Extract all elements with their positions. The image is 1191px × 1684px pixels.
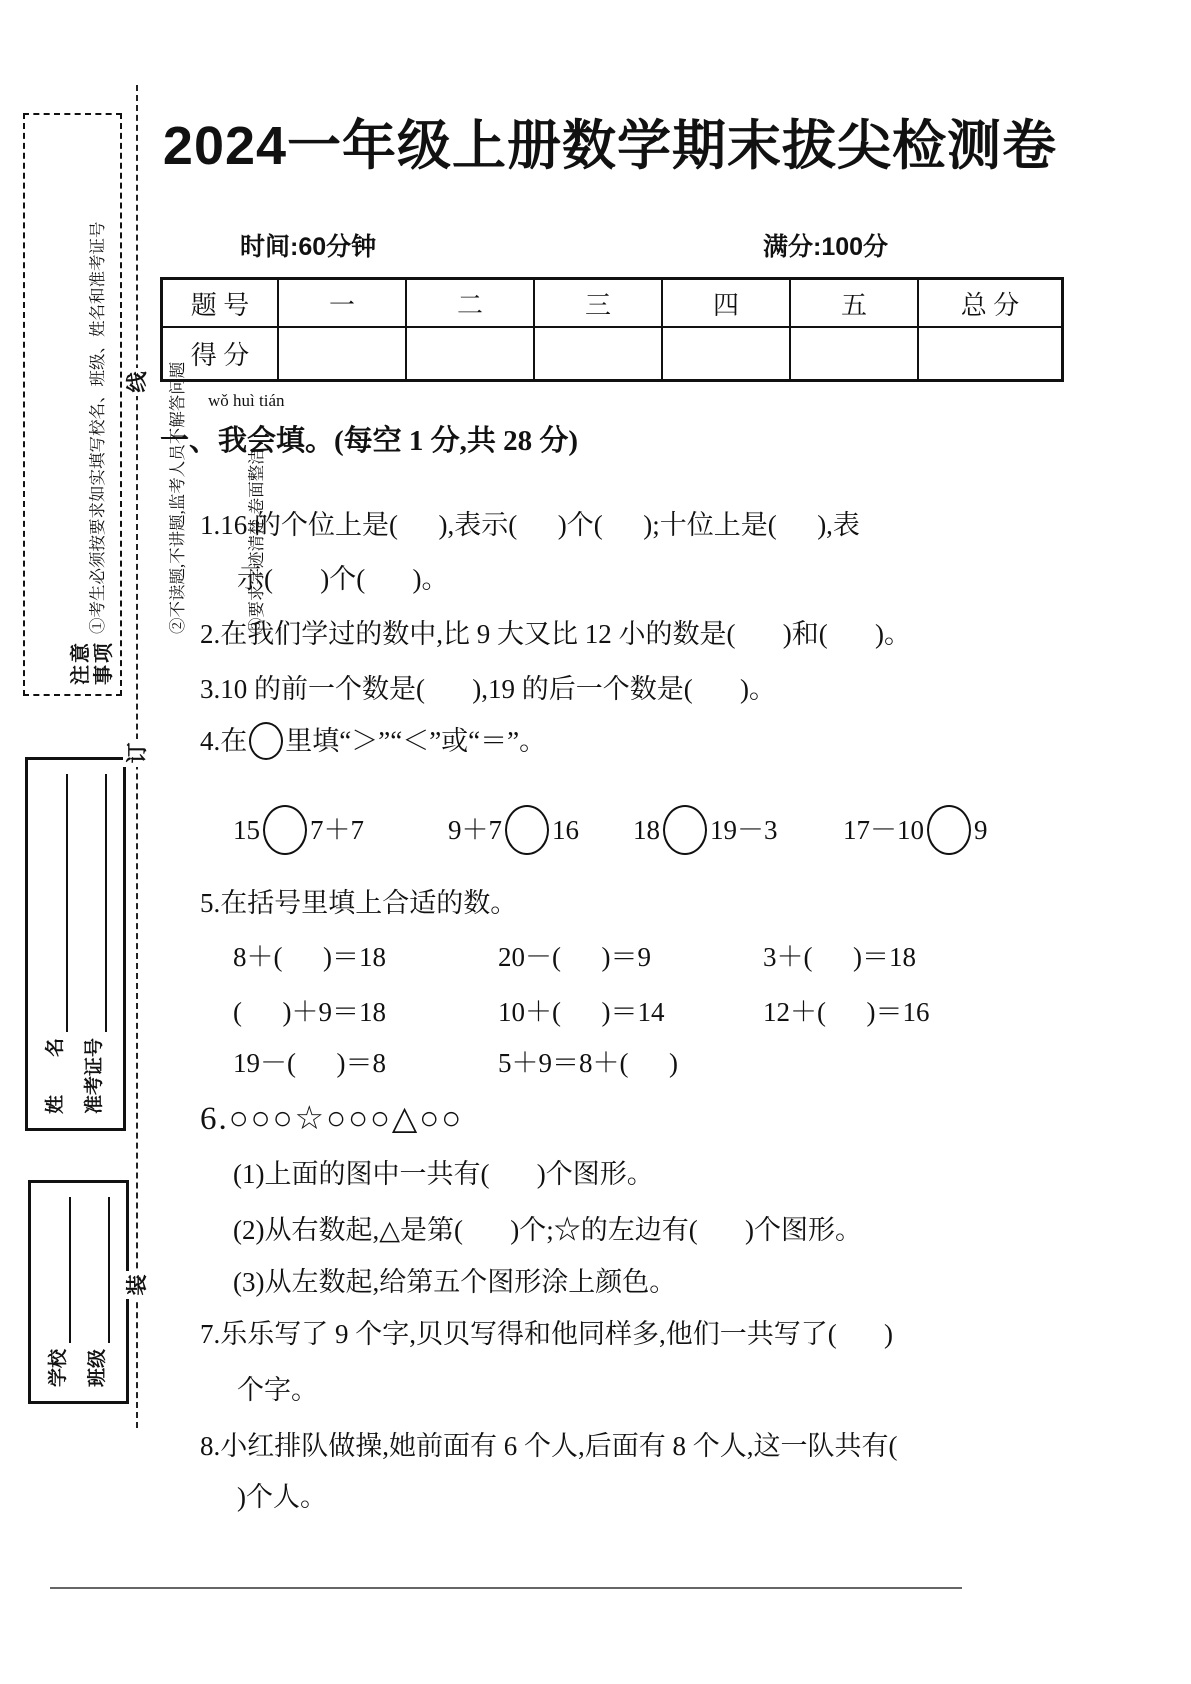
- question-5: 5.在括号里填上合适的数。: [200, 888, 518, 918]
- equation: 20－( )＝9: [498, 942, 651, 972]
- question-8-line1: 8.小红排队做操,她前面有 6 个人,后面有 8 个人,这一队共有(: [200, 1431, 898, 1461]
- compare-item: [448, 805, 633, 855]
- question-7-line2: 个字。: [237, 1375, 318, 1405]
- compare-item: [843, 805, 988, 855]
- question-6-shapes: 6.○○○☆○○○△○○: [200, 1101, 464, 1137]
- question-6-sub1: (1)上面的图中一共有( )个图形。: [233, 1159, 654, 1189]
- compare-left: 18: [633, 815, 660, 845]
- score-table-header-cell: 四: [663, 280, 791, 328]
- notice-item-1: ①考生必须按要求如实填写校名、班级、姓名和准考证号: [88, 221, 107, 634]
- question-5-row3: [233, 1044, 678, 1082]
- notice-item-3: ③要求字迹清楚,卷面整洁: [247, 448, 266, 634]
- time-label: 时间:60分钟: [240, 233, 377, 261]
- question-4-suffix: 里填“＞”“＜”或“＝”。: [285, 726, 547, 756]
- binding-char-xian: 线: [123, 368, 151, 396]
- question-5-row2: [233, 993, 929, 1031]
- score-table-header-cell: 二: [407, 280, 535, 328]
- compare-left: 9＋7: [448, 815, 502, 845]
- pinyin-annotation: wǒ huì tián: [208, 391, 285, 410]
- exam-id-label: 准考证号: [84, 1037, 106, 1114]
- score-table-empty-cell: [919, 328, 1061, 379]
- question-7-line1: 7.乐乐写了 9 个字,贝贝写得和他同样多,他们一共写了( ): [200, 1319, 893, 1349]
- equation: 3＋( )＝18: [763, 942, 916, 972]
- question-5-row1: [233, 938, 916, 976]
- score-table-row-label: 得 分: [163, 328, 279, 379]
- question-6-sub3: (3)从左数起,给第五个图形涂上颜色。: [233, 1267, 677, 1297]
- question-6-sub2: (2)从右数起,△是第( )个;☆的左边有( )个图形。: [233, 1215, 862, 1245]
- school-line: [47, 1197, 71, 1387]
- question-8-line2: )个人。: [237, 1482, 327, 1512]
- page-title: 2024一年级上册数学期末拔尖检测卷: [162, 116, 1058, 176]
- score-table-empty-cell: [663, 328, 791, 379]
- exam-id-line: [83, 774, 107, 1114]
- score-table-empty-cell: [535, 328, 663, 379]
- name-line: [44, 774, 68, 1114]
- name-blank-line: [46, 774, 68, 1032]
- compare-right: 16: [552, 815, 579, 845]
- equation: 8＋( )＝18: [233, 942, 386, 972]
- class-blank-line: [88, 1197, 110, 1343]
- notice-label-line1: 注意: [70, 641, 92, 685]
- compare-circle-icon: [263, 805, 307, 855]
- equation: 12＋( )＝16: [763, 997, 930, 1027]
- class-line: [86, 1197, 110, 1387]
- score-table-header-cell: 五: [791, 280, 919, 328]
- binding-char-zhuang: 装: [123, 1271, 151, 1299]
- question-4-compare-row: [233, 805, 988, 855]
- question-4: [200, 722, 546, 760]
- question-2: 2.在我们学过的数中,比 9 大又比 12 小的数是( )和( )。: [200, 619, 911, 649]
- compare-right: 9: [974, 815, 988, 845]
- binding-char-ding: 订: [123, 739, 151, 767]
- notice-item-2: ②不读题,不讲题,监考人员不解答问题: [167, 361, 187, 634]
- compare-right: 7＋7: [310, 815, 364, 845]
- equation: 19－( )＝8: [233, 1048, 386, 1078]
- student-name-box: [25, 757, 126, 1131]
- school-label: 学校: [47, 1348, 69, 1387]
- score-table-header-cell: 题 号: [163, 280, 279, 328]
- notice-label-line2: 事项: [93, 641, 115, 685]
- question-4-prefix: 4.在: [200, 726, 248, 756]
- compare-item: [233, 805, 448, 855]
- school-blank-line: [49, 1197, 71, 1343]
- full-score-label: 满分:100分: [763, 233, 889, 261]
- section1-heading: 一、我会填。(每空 1 分,共 28 分): [160, 425, 579, 457]
- compare-circle-icon: [249, 722, 283, 760]
- bottom-rule: [50, 1587, 962, 1589]
- score-table-empty-cell: [407, 328, 535, 379]
- exam-id-blank-line: [85, 774, 107, 1032]
- notice-label: [25, 634, 120, 694]
- compare-circle-icon: [505, 805, 549, 855]
- class-label: 班级: [87, 1348, 109, 1387]
- compare-left: 15: [233, 815, 260, 845]
- score-table-header-cell: 一: [279, 280, 407, 328]
- question-1-line1: 1.16 的个位上是( ),表示( )个( );十位上是( ),表: [200, 510, 860, 540]
- equation: ( )＋9＝18: [233, 997, 386, 1027]
- school-class-box: [28, 1180, 129, 1404]
- score-table-empty-cell: [791, 328, 919, 379]
- score-table-header-cell: 三: [535, 280, 663, 328]
- compare-item: [633, 805, 843, 855]
- name-label: 姓 名: [44, 1037, 66, 1114]
- equation: 10＋( )＝14: [498, 997, 665, 1027]
- score-table: [160, 277, 1064, 382]
- compare-circle-icon: [663, 805, 707, 855]
- compare-circle-icon: [927, 805, 971, 855]
- score-table-header-cell: 总 分: [919, 280, 1061, 328]
- equation: 5＋9＝8＋( ): [498, 1048, 678, 1078]
- question-3: 3.10 的前一个数是( ),19 的后一个数是( )。: [200, 674, 776, 704]
- score-table-empty-cell: [279, 328, 407, 379]
- question-1-line2: 示( )个( )。: [237, 564, 449, 594]
- compare-right: 19－3: [710, 815, 778, 845]
- compare-left: 17－10: [843, 815, 924, 845]
